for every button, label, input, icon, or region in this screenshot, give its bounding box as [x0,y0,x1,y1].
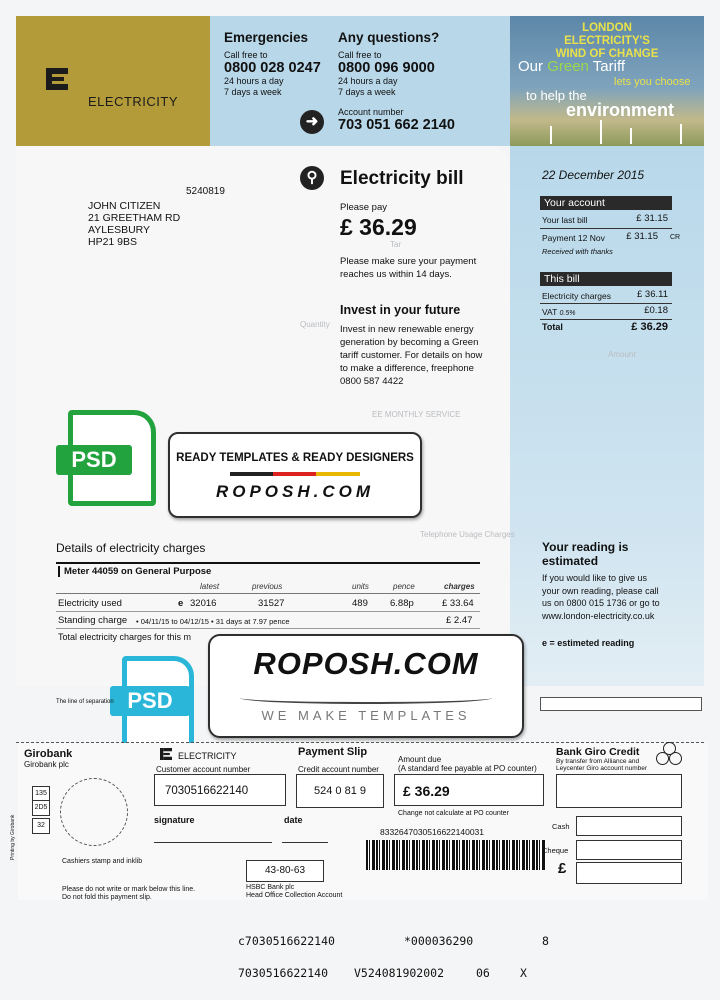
warn-1: Please do not write or mark below this line. [62,886,196,893]
ad-our-line [518,58,625,75]
ad-green: Green [547,58,589,75]
cheque-label: Cheque [542,846,569,855]
account-label: Account number [338,107,404,117]
emergencies-hours1: 24 hours a day [224,76,284,86]
micr-1a: c7030516622140 [238,934,335,948]
slip-num-1: 135 [32,786,50,802]
invest-line-3: tariff customer. For details on how [340,350,483,361]
flag-stripe [230,472,360,476]
bill-title: Electricity bill [340,168,464,189]
invest-text [340,323,482,388]
faint-text: Amount [608,350,636,359]
invest-line-1: Invest in new renewable energy [340,324,474,335]
faint-text: Tar [390,240,402,249]
payment-value: £ 31.15 [626,231,658,242]
questions-number: 0800 096 9000 [338,60,435,76]
bank-giro-sub1: By transfer from Alliance and [556,758,640,765]
total-value: £ 36.29 [631,321,668,333]
cash-box[interactable] [576,816,682,836]
wind-turbine-icon [630,128,632,144]
electricity-charges-label: Electricity charges [542,291,611,301]
total-label: Total [542,322,563,332]
giro-triangle-icon [656,742,682,766]
your-account-header: Your account [540,196,672,210]
bank-giro-title: Bank Giro Credit [556,746,640,758]
arrow-right-icon: ➜ [300,110,324,134]
amount-due: £ 36.29 [340,214,417,240]
reading-title [542,540,628,568]
reference-box [540,697,702,711]
reading-legend: e = estimeted reading [542,638,635,648]
ad-help: to help the [526,88,587,103]
amount-due-box: £ 36.29 [394,774,544,806]
date-label: date [284,815,303,825]
micr-2d: X [520,966,527,980]
magnifier-icon: ⚲ [300,166,324,190]
wind-turbine-icon [600,120,602,144]
ad-our: Our [518,58,544,75]
logo-block [16,16,210,146]
reading-title-2: estimated [542,554,599,568]
green-tariff-ad [510,16,704,146]
electricity-charges-value: £ 36.11 [637,289,668,300]
latest-reading: 32016 [190,598,217,609]
emergencies-title: Emergencies [224,30,309,45]
divider [540,228,672,229]
account-number: 703 051 662 2140 [338,117,455,133]
wave-line [240,692,492,704]
invest-line-5: 0800 587 4422 [340,376,404,387]
divider [540,319,672,320]
address-line1: 21 GREETHAM RD [88,212,181,224]
logo-text: ELECTRICITY [88,94,179,109]
col-pence: pence [393,582,415,591]
cashier-label: Cashiers stamp and inklib [62,858,143,865]
bill-date: 22 December 2015 [542,168,645,182]
previous-reading: 31527 [258,598,285,609]
col-previous: previous [252,582,283,591]
micr-2a: 7030516622140 [238,966,329,980]
customer-account-label: Customer account number [156,765,251,774]
psd-label: PSD [56,445,132,475]
standing-charge-label: Standing charge [58,615,128,626]
invest-line-2: generation by becoming a Green [340,337,479,348]
divider [56,593,480,594]
payment-note-1: Please make sure your payment [340,256,477,267]
total-charges-label: Total electricity charges for this m [58,632,192,642]
unit-price: 6.88p [390,598,414,609]
separation-label: The line of separation [56,699,114,705]
ad-line3: WIND OF CHANGE [555,48,659,60]
vat-value: £0.18 [644,305,668,316]
reading-text-2: your own reading, please call [542,585,659,596]
credit-account-label: Credit account number [298,765,379,774]
hsbc-label: HSBC Bank plc [246,884,295,891]
ad-line1: LONDON [582,22,632,34]
reading-text-3: us on 0800 015 1736 or go to [542,598,660,608]
invest-line-4: to make a difference, freephone [340,363,474,374]
micr-2b: V524081902002 [354,966,445,980]
barcode-number: 8332647030516622140031 [380,827,485,837]
charges-title: Details of electricity charges [56,541,206,555]
roposh-banner-bottom [208,634,524,738]
stamp-circle [60,778,128,846]
address-postcode: HP21 9BS [88,236,138,248]
ad-tariff: Tariff [592,58,626,75]
warn-2: Do not fold this payment slip. [62,894,152,901]
faint-text: Quantity [300,320,330,329]
cash-label: Cash [552,822,570,831]
micr-1b: *000036290 [404,934,474,948]
meter-label: Meter 44059 on General Purpose [58,566,211,577]
slip-logo-text: ELECTRICITY [178,751,237,761]
this-bill-header: This bill [540,272,672,286]
credit-flag: CR [670,234,681,241]
vat-rate: 0.5% [559,310,576,317]
wind-turbine-icon [550,126,552,144]
emergencies-number: 0800 028 0247 [224,60,321,76]
banner-title: READY TEMPLATES & READY DESIGNERS [176,452,414,464]
invest-title: Invest in your future [340,303,461,317]
date-line [282,842,328,843]
ad-environment: environment [566,100,675,120]
please-pay-label: Please pay [340,202,388,213]
standing-charge-detail: • 04/11/15 to 04/12/15 • 31 days at 7.97 pence [136,617,290,626]
roposh-banner-top [168,432,422,518]
slip-num-2: 2D5 [32,800,50,816]
micr-1c: 8 [542,934,549,948]
payment-note-2: reaches us within 14 days. [340,269,452,280]
col-units: units [352,582,369,591]
giro-top-box [556,774,682,808]
banner2-tag: WE MAKE TEMPLATES [261,708,471,723]
electricity-logo-icon [160,748,172,760]
estimated-flag: e [178,598,184,609]
total-box[interactable] [576,862,682,884]
ad-line2: ELECTRICITY'S [564,35,650,47]
questions-title: Any questions? [338,30,440,45]
questions-hours1: 24 hours a day [338,76,398,86]
received-note: Received with thanks [542,247,613,256]
reading-text-4: www.london-electricity.co.uk [542,610,655,621]
divider [56,562,480,564]
payment-note [340,255,476,281]
sort-code-box: 43-80-63 [246,860,324,882]
psd-label-cyan: PSD [110,686,190,716]
divider [56,628,480,629]
reading-title-1: Your reading is [542,540,629,554]
signature-label: signature [154,815,195,825]
customer-address [88,200,180,248]
pound-sign: £ [558,860,567,877]
amount-due-sublabel: (A standard fee payable at PO counter) [398,764,537,773]
units-used: 489 [352,598,368,609]
girobank-title: Girobank [24,748,73,760]
change-note: Change not calculate at PO counter [398,810,509,817]
signature-line [154,842,272,843]
customer-ref: 5240819 [186,186,225,197]
printed-by: Printing by Girobank [10,814,16,860]
last-bill-value: £ 31.15 [636,213,668,224]
hsbc-account: Head Office Collection Account [246,892,343,899]
questions-hours2: 7 days a week [338,87,396,97]
cheque-box[interactable] [576,840,682,860]
divider [540,303,672,304]
questions-call: Call free to [338,50,382,60]
electricity-used-label: Electricity used [58,598,122,609]
customer-account-box: 7030516622140 [154,774,286,806]
vat-label-text: VAT [542,307,558,317]
col-charges: charges [444,582,475,591]
last-bill-label: Your last bill [542,215,588,225]
banner-site: ROPOSH.COM [215,482,375,501]
col-latest: latest [200,582,220,591]
girobank-sub: Girobank plc [24,760,69,769]
payment-label: Payment 12 Nov [542,233,605,243]
electricity-logo-icon [46,68,68,90]
emergencies-call: Call free to [224,50,268,60]
micr-2c: 06 [476,966,490,980]
reading-text-1: If you would like to give us [542,573,648,583]
faint-text: EE MONTHLY SERVICE [372,410,461,419]
slip-warning [62,886,195,902]
barcode [366,840,546,870]
standing-charge-value: £ 2.47 [446,615,473,626]
electricity-used-charge: £ 33.64 [442,598,474,609]
ad-choose: lets you choose [614,76,691,88]
slip-num-3: 32 [32,818,50,834]
divider [56,611,480,612]
amount-due-label: Amount due [398,755,442,764]
credit-account-box: 524 0 81 9 [296,774,384,808]
payment-slip-title: Payment Slip [298,746,368,758]
emergencies-hours2: 7 days a week [224,87,282,97]
vat-label [542,307,575,317]
faint-text: Telephone Usage Charges [420,530,515,539]
address-line2: AYLESBURY [88,224,151,236]
reading-text [542,572,660,622]
bank-giro-sub2: Leycenter Giro account number [556,765,648,772]
wind-turbine-icon [680,124,682,144]
customer-name: JOHN CITIZEN [88,200,161,212]
banner2-site: ROPOSH.COM [253,646,479,681]
